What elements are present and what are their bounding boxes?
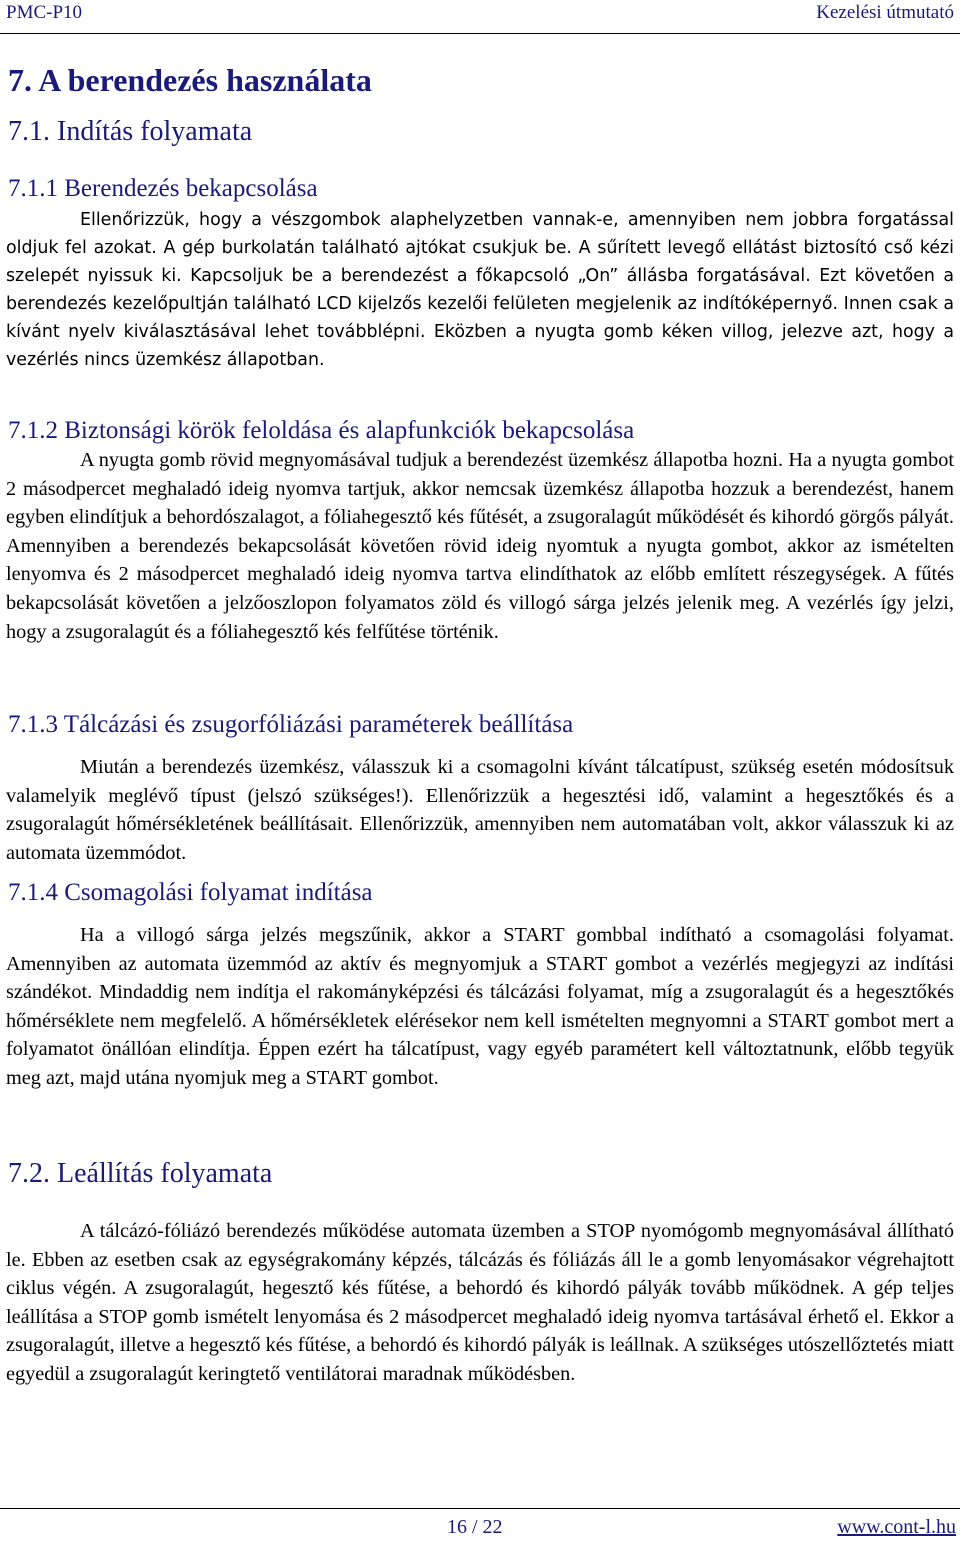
chapter-title: 7. A berendezés használata	[8, 62, 372, 98]
paragraph-7-1-2: A nyugta gomb rövid megnyomásával tudjuk a berendezést üzemkész állapotba hozni. Ha a nyugta gombot 2 másodpercet meghaladó ideig nyomva tartjuk, akkor nemcsak üzemkész állapotba hozzuk a berendezést, hanem egyben elindítjuk a behordószalagot, a fóliahegesztő kés fűtését, a zsugoralagút működését és kihordó görgős pályát. Amennyiben a berendezés bekapcsolását követően rövid ideig nyomtuk a nyugta gombot, akkor az ismételten lenyomva és 2 másodpercet meghaladó ideig nyomva tartva elindíthatok az előbb említett részegységek. A fűtés bekapcsolását követően a jelzőoszlopon folyamatos zöld és villogó sárga jelzés jelenik meg. A vezérlés így jelzi, hogy a zsugoralagút és a fóliahegesztő kés felfűtése történik.	[6, 449, 954, 643]
header-doc-code: PMC-P10	[6, 2, 83, 23]
section-title-7-1: 7.1. Indítás folyamata	[8, 116, 253, 147]
header-divider	[0, 33, 960, 34]
subsection-title-7-1-1: 7.1.1 Berendezés bekapcsolása	[8, 175, 318, 202]
paragraph-7-1-1: Ellenőrizzük, hogy a vészgombok alaphelyzetben vannak-e, amennyiben nem jobbra forgatással oldjuk fel azokat. A gép burkolatán található ajtókat csukjuk be. A sűrített levegő ellátást biztosító cső kézi szelepét nyissuk ki. Kapcsoljuk be a berendezést a főkapcsoló „On” állásba forgatásával. Ezt követően a berendezés kezelőpultján található LCD kijelzős kezelői felületen megjelenik az indítóképernyő. Innen csak a kívánt nyelv kiválasztásával lehet továbblépni. Eközben a nyugta gomb kéken villog, jelezve azt, hogy a vezérlés nincs üzemkész állapotban.	[6, 210, 954, 370]
header-doc-title: Kezelési útmutató	[816, 2, 954, 23]
paragraph-7-1-3: Miután a berendezés üzemkész, válasszuk ki a csomagolni kívánt tálcatípust, szükség esetén módosítsuk valamelyik meglévő típust (jelszó szükséges!). Ellenőrizzük a hegesztési idő, valamint a hegesztőkés és a zsugoralagút hőmérsékletének beállításait. Ellenőrizzük, amennyiben nem automatában volt, akkor válasszuk ki az automata üzemmódot.	[6, 756, 954, 864]
subsection-title-7-1-3: 7.1.3 Tálcázási és zsugorfóliázási paraméterek beállítása	[8, 711, 574, 738]
subsection-title-7-1-4: 7.1.4 Csomagolási folyamat indítása	[8, 879, 373, 906]
subsection-title-7-1-2: 7.1.2 Biztonsági körök feloldása és alapfunkciók bekapcsolása	[8, 417, 635, 444]
footer-website-link[interactable]: www.cont-l.hu	[837, 1516, 956, 1538]
section-title-7-2: 7.2. Leállítás folyamata	[8, 1158, 273, 1189]
paragraph-7-2: A tálcázó-fóliázó berendezés működése automata üzemben a STOP nyomógomb megnyomásával állítható le. Ebben az esetben csak az egységrakomány képzés, tálcázás és fóliázás áll le a gomb lenyomásakor végrehajtott ciklus végén. A zsugoralagút, hegesztő kés fűtése, a behordó és kihordó pályák tovább működnek. A gép teljes leállítása a STOP gomb ismételt lenyomása és 2 másodpercet meghaladó ideig nyomva tartásával érhető el. Ekkor a zsugoralagút, illetve a hegesztő kés fűtése, a behordó és kihordó pályák is leállnak. A szükséges utószellőztetés miatt egyedül a zsugoralagút keringtető ventilátorai maradnak működésben.	[6, 1220, 954, 1385]
paragraph-7-1-4: Ha a villogó sárga jelzés megszűnik, akkor a START gombbal indítható a csomagolási folyamat. Amennyiben az automata üzemmód az aktív és megnyomjuk a START gombot a vezérlés megjegyzi az indítási szándékot. Mindaddig nem indítja el rakományképzési és tálcázási folyamat, míg a zsugoralagút és a hegesztőkés hőmérséklete nem megfelelő. A hőmérsékletek elérésekor nem kell ismételten megnyomni a START gombot mert a folyamatot önállóan elindítja. Éppen ezért ha tálcatípust, vagy egyéb paramétert kell változtatnunk, előbb tegyük meg azt, majd utána nyomjuk meg a START gombot.	[6, 924, 954, 1089]
page-number: 16 / 22	[447, 1516, 503, 1538]
footer-divider	[0, 1508, 960, 1509]
